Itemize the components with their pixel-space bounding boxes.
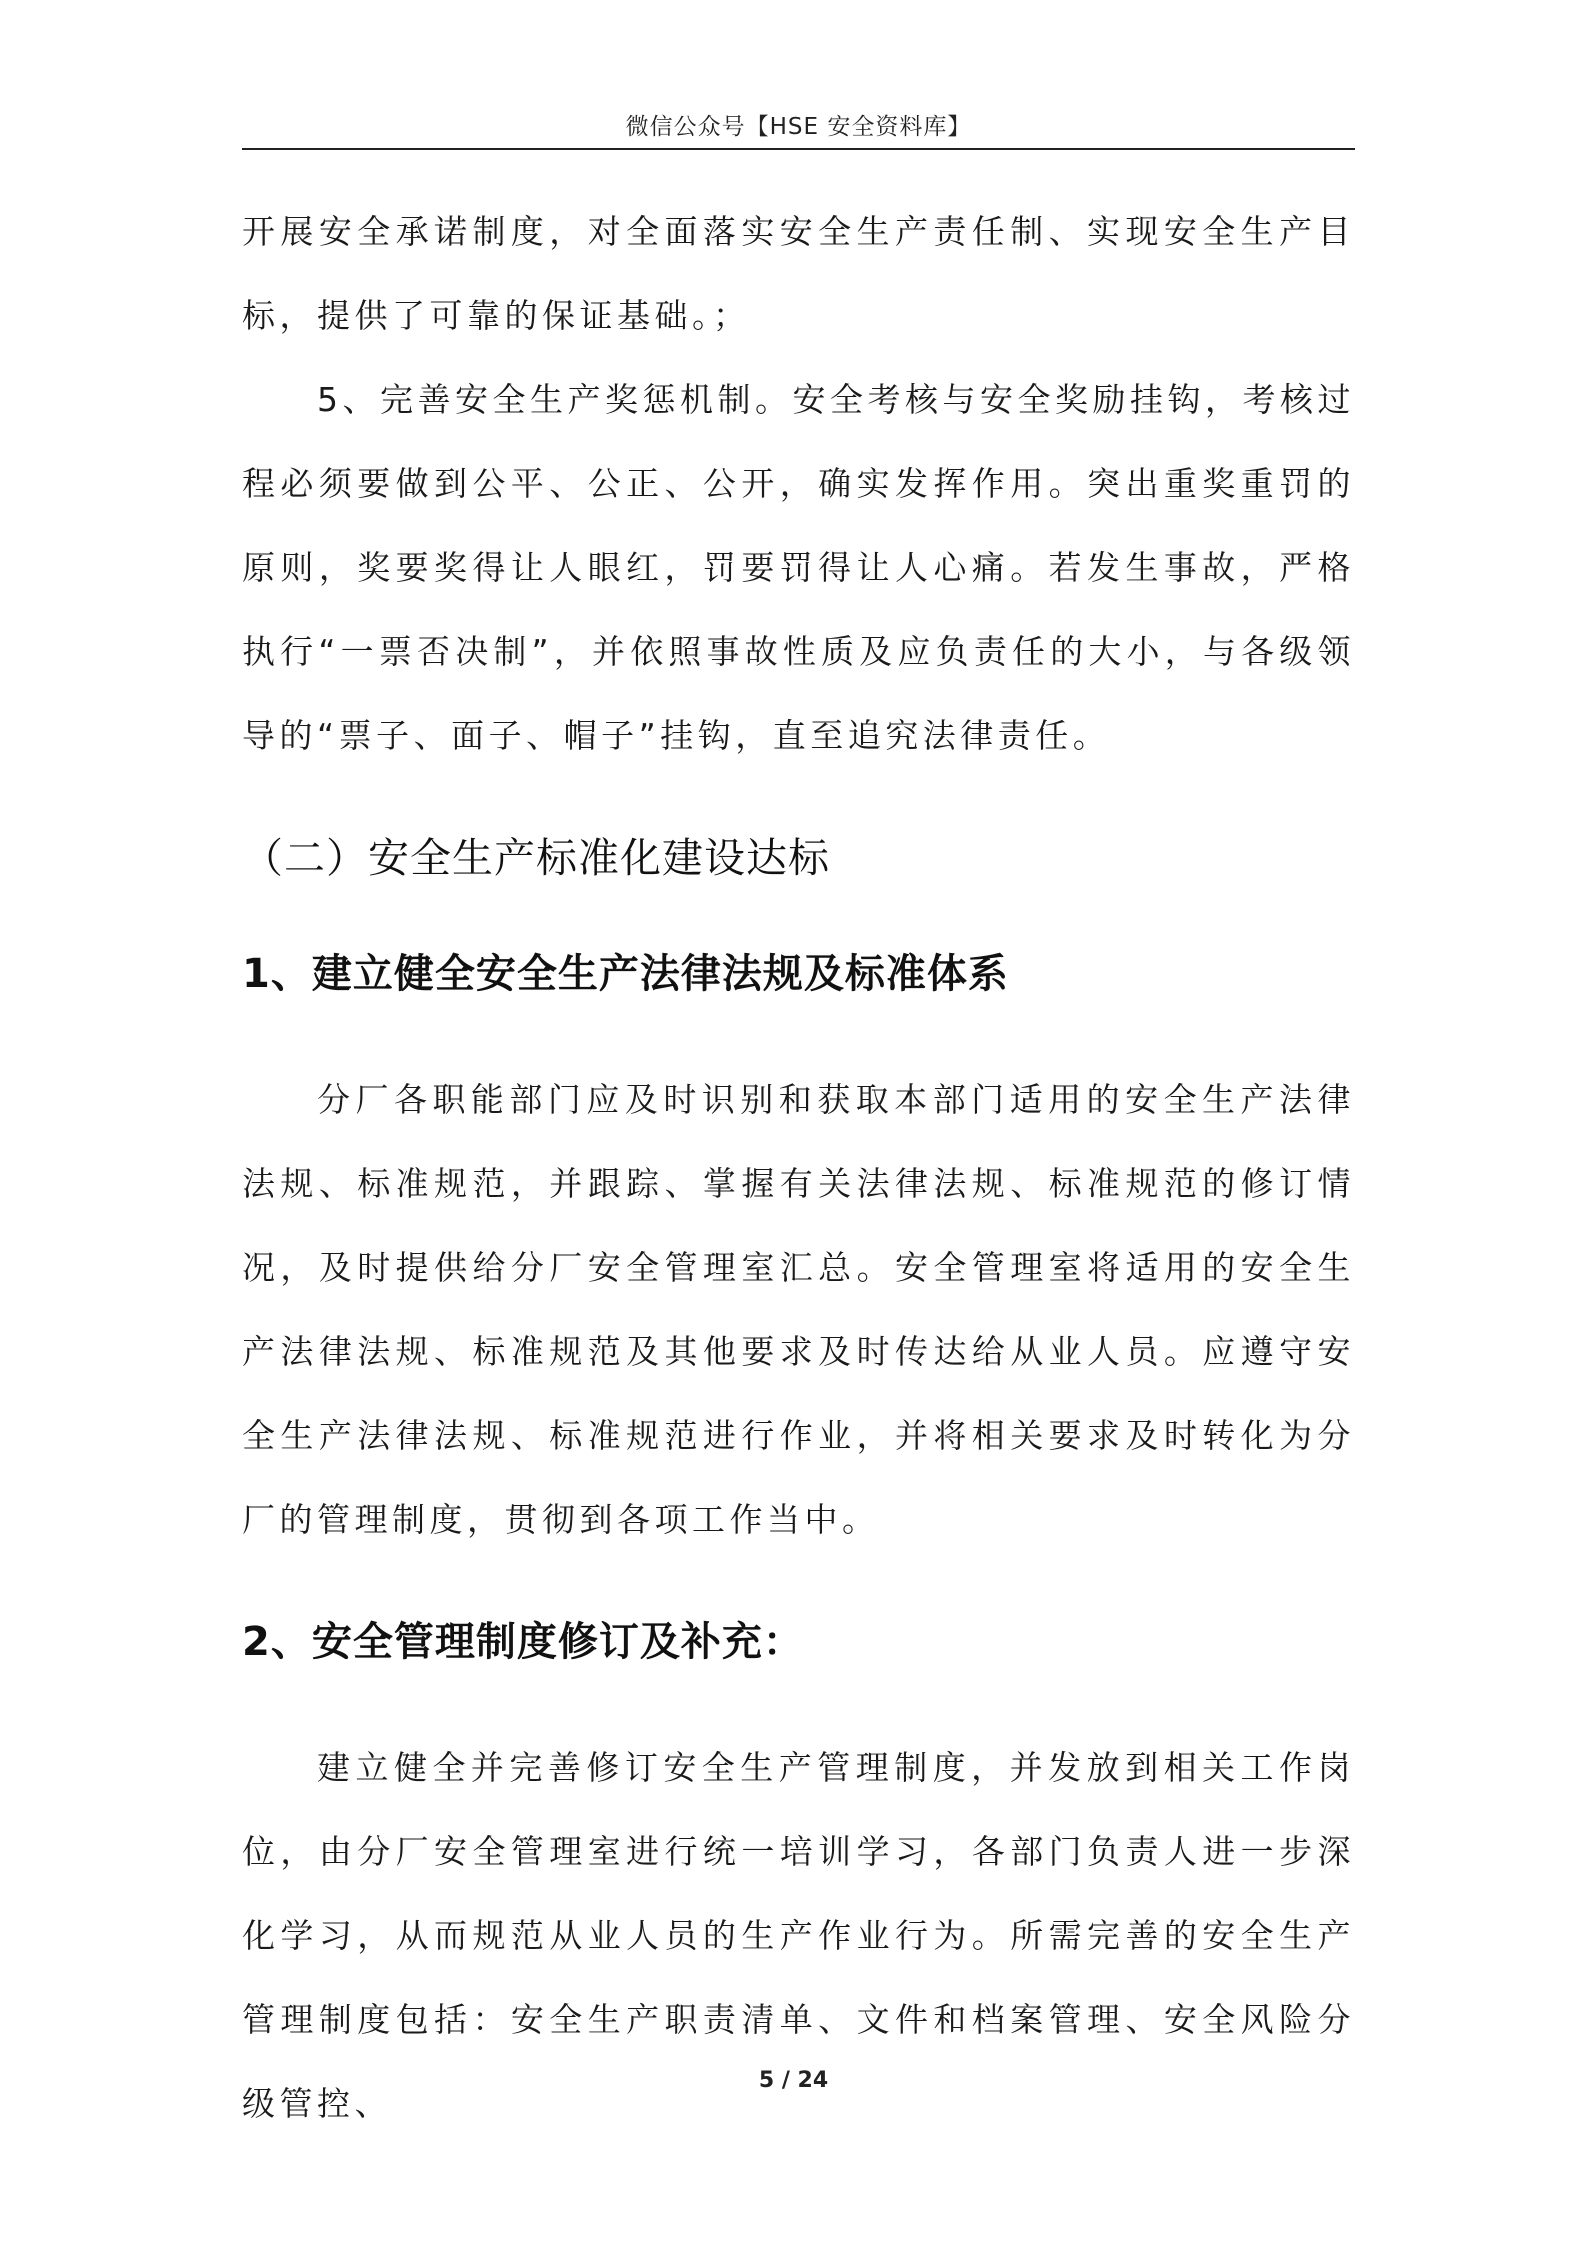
page-header: 微信公众号【HSE 安全资料库】 [625,114,972,140]
document-body [242,190,1355,2146]
page-number: 5 / 24 [758,2068,829,2093]
subheading-2: 2、安全管理制度修订及补充： [242,1619,804,1665]
section-heading-2: （二）安全生产标准化建设达标 [242,834,830,882]
subheading-1: 1、建立健全安全生产法律法规及标准体系 [242,951,1009,997]
paragraph-continued: 开展安全承诺制度，对全面落实安全生产责任制、实现安全生产目标，提供了可靠的保证基础。； [242,212,1355,335]
paragraph-subsection-1: 分厂各职能部门应及时识别和获取本部门适用的安全生产法律法规、标准规范，并跟踪、掌握有关法律法规、标准规范的修订情况，及时提供给分厂安全管理室汇总。安全管理室将适用的安全生产法律法规、标准规范及其他要求及时传达给从业人员。应遵守安全生产法律法规、标准规范进行作业，并将相关要求及时转化为分厂的管理制度，贯彻到各项工作当中。 [242,1080,1355,1539]
paragraph-item-5: 5、完善安全生产奖惩机制。安全考核与安全奖励挂钩，考核过程必须要做到公平、公正、公开，确实发挥作用。突出重奖重罚的原则，奖要奖得让人眼红，罚要罚得让人心痛。若发生事故，严格执行“一票否决制”，并依照事故性质及应负责任的大小，与各级领导的“票子、面子、帽子”挂钩，直至追究法律责任。 [242,380,1355,755]
header-divider [242,148,1355,150]
paragraph-subsection-2: 建立健全并完善修订安全生产管理制度，并发放到相关工作岗位，由分厂安全管理室进行统一培训学习，各部门负责人进一步深化学习，从而规范从业人员的生产作业行为。所需完善的安全生产管理制度包括：安全生产职责清单、文件和档案管理、安全风险分级管控、 [242,1748,1355,2123]
